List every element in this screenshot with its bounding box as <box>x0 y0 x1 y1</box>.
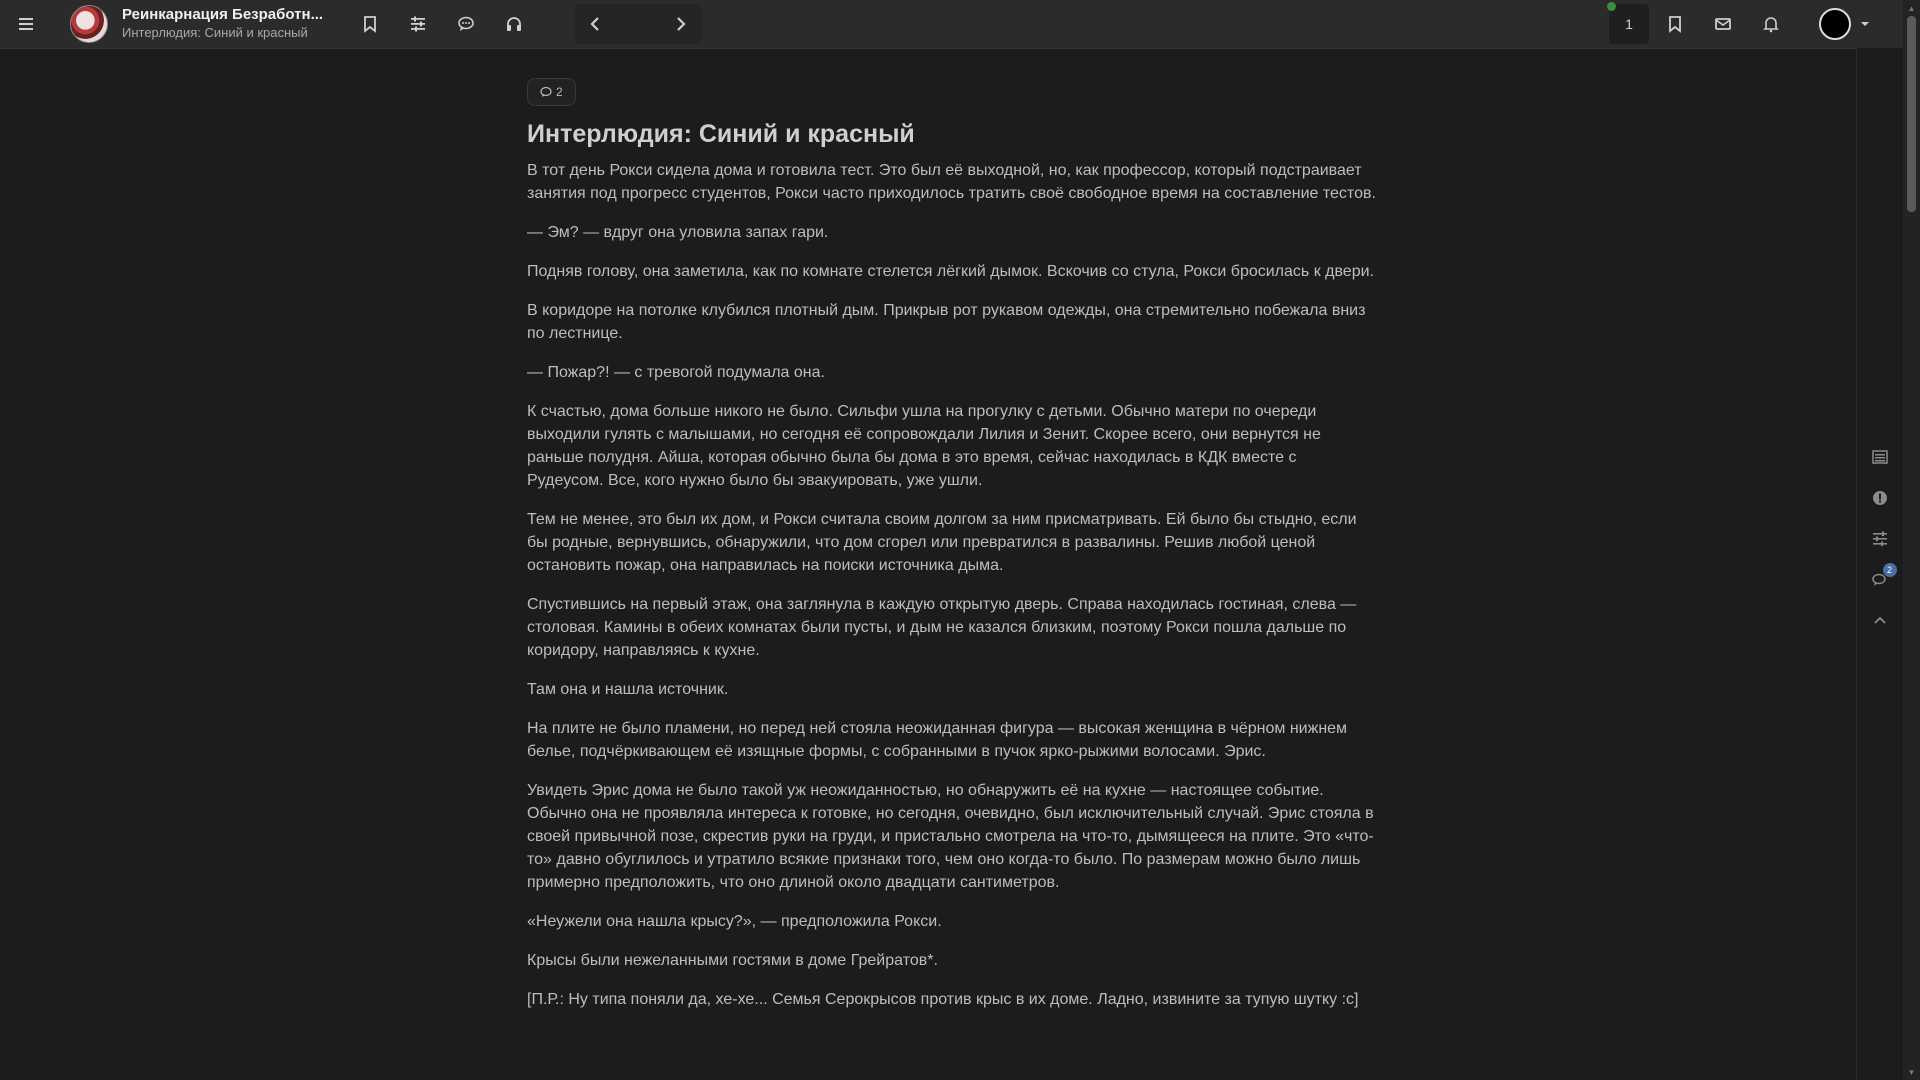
scroll-up-arrow-icon[interactable]: ▲ <box>1907 3 1916 13</box>
novel-logo[interactable] <box>70 5 108 43</box>
chapter-content <box>527 78 1377 1027</box>
info-icon[interactable] <box>1860 477 1900 518</box>
side-toolbar <box>1856 436 1903 641</box>
top-bar <box>0 0 1903 49</box>
scroll-down-arrow-icon[interactable]: ▼ <box>1907 1067 1916 1077</box>
chevron-right-icon[interactable] <box>658 4 702 44</box>
paragraph: [П.Р.: Ну типа поняли да, хе-хе... Семья Серокрысов против крыс в их доме. Ладно, извините за тупую шутку :c] <box>527 991 1359 1008</box>
paragraph: «Неужели она нашла крысу?», — предположила Рокси. <box>527 913 942 930</box>
online-status-dot <box>1607 2 1616 11</box>
paragraph: Тем не менее, это был их дом, и Рокси считала своим долгом за ним присматривать. Ей было бы стыдно, если бы родные, вернувшись, обнаружили, что дом сгорел или превратился в развалины. Решив любой ценой остановить пожар, она направилась на поиски источника дыма. <box>527 511 1357 574</box>
chapter-title: Интерлюдия: Синий и красный <box>527 120 915 148</box>
chapter-subtitle: Интерлюдия: Синий и красный <box>122 25 308 40</box>
paragraph: В коридоре на потолке клубился плотный дым. Прикрыв рот рукавом одежды, она стремительно побежала вниз по лестнице. <box>527 302 1366 342</box>
avatar[interactable] <box>1819 8 1851 40</box>
paragraph: Спустившись на первый этаж, она заглянула в каждую открытую дверь. Справа находилась гостиная, слева — столовая. Камины в обеих комнатах были пусты, и дым не казался близким, поэтому Рокси пошла дальше по коридору, направляясь к кухне. <box>527 596 1357 659</box>
paragraph: В тот день Рокси сидела дома и готовила тест. Это был её выходной, но, как профессор, который подстраивает занятия под прогресс студентов, Рокси часто приходилось тратить своё свободное время на составление тестов. <box>527 162 1376 202</box>
bookmarks-icon[interactable] <box>1651 0 1699 48</box>
paragraph: К счастью, дома больше никого не было. Сильфи ушла на прогулку с детьми. Обычно матери по очереди выходили гулять с малышами, но сегодня её сопровождали Лилия и Зенит. Скорее всего, они вернутся не раньше полудня. Айша, которая обычно была бы дома в это время, сейчас находилась в КДК вместе с Рудеусом. Все, кого нужно было бы эвакуировать, уже ушли. <box>527 403 1321 489</box>
paragraph: Крысы были нежеланными гостями в доме Грейратов*. <box>527 952 938 969</box>
chevron-left-icon[interactable] <box>574 4 618 44</box>
scrollbar[interactable] <box>1903 0 1920 1080</box>
mail-icon[interactable] <box>1699 0 1747 48</box>
chat-bubble-icon[interactable] <box>442 0 490 48</box>
scrollbar-thumb[interactable] <box>1907 16 1916 212</box>
novel-title[interactable]: Реинкарнация Безработн... <box>122 6 324 23</box>
chapter-navigation <box>574 4 702 44</box>
paragraph: — Эм? — вдруг она уловила запах гари. <box>527 224 829 241</box>
paragraph: На плите не было пламени, но перед ней стояла неожиданная фигура — высокая женщина в чёрном нижнем белье, подчёркивающем её изящные формы, с собранными в пучок ярко-рыжими волосами. Эрис. <box>527 720 1348 760</box>
scroll-up-icon[interactable] <box>1860 600 1900 641</box>
bookmark-icon[interactable] <box>346 0 394 48</box>
comment-icon <box>540 86 552 98</box>
sliders-icon[interactable] <box>394 0 442 48</box>
reader-tools <box>346 0 538 48</box>
comments-icon[interactable] <box>1860 559 1900 600</box>
paragraph: Там она и нашла источник. <box>527 681 729 698</box>
chapter-comments-count: 2 <box>556 85 563 99</box>
title-block[interactable] <box>122 6 342 42</box>
notifications-count: 1 <box>1625 16 1633 32</box>
paragraph: — Пожар?! — с тревогой подумала она. <box>527 364 825 381</box>
paragraph: Увидеть Эрис дома не было такой уж неожиданностью, но обнаружить её на кухне — настоящее событие. Обычно она не проявляла интереса к готовке, но сегодня, очевидно, был исключительный случай. Эрис стояла в своей привычной позе, скрестив руки на груди, и пристально смотрела на что-то, дымящееся на плите. Это «что-то» давно обуглилось и утратило всякие признаки того, чем оно когда-то было. По размерам можно было лишь примерно предположить, что оно длиной около двадцати сантиметров. <box>527 782 1374 891</box>
hamburger-icon[interactable] <box>2 0 50 48</box>
notifications-counter-button[interactable] <box>1609 4 1649 44</box>
account-tools <box>1609 0 1903 48</box>
comments-badge: 2 <box>1883 563 1897 577</box>
settings-icon[interactable] <box>1860 518 1900 559</box>
headphones-icon[interactable] <box>490 0 538 48</box>
chevron-down-icon[interactable] <box>1851 0 1879 48</box>
bell-icon[interactable] <box>1747 0 1795 48</box>
chapter-comments-button[interactable] <box>527 78 576 106</box>
table-of-contents-icon[interactable] <box>1860 436 1900 477</box>
paragraph: Подняв голову, она заметила, как по комнате стелется лёгкий дымок. Вскочив со стула, Рокси бросилась к двери. <box>527 263 1374 280</box>
